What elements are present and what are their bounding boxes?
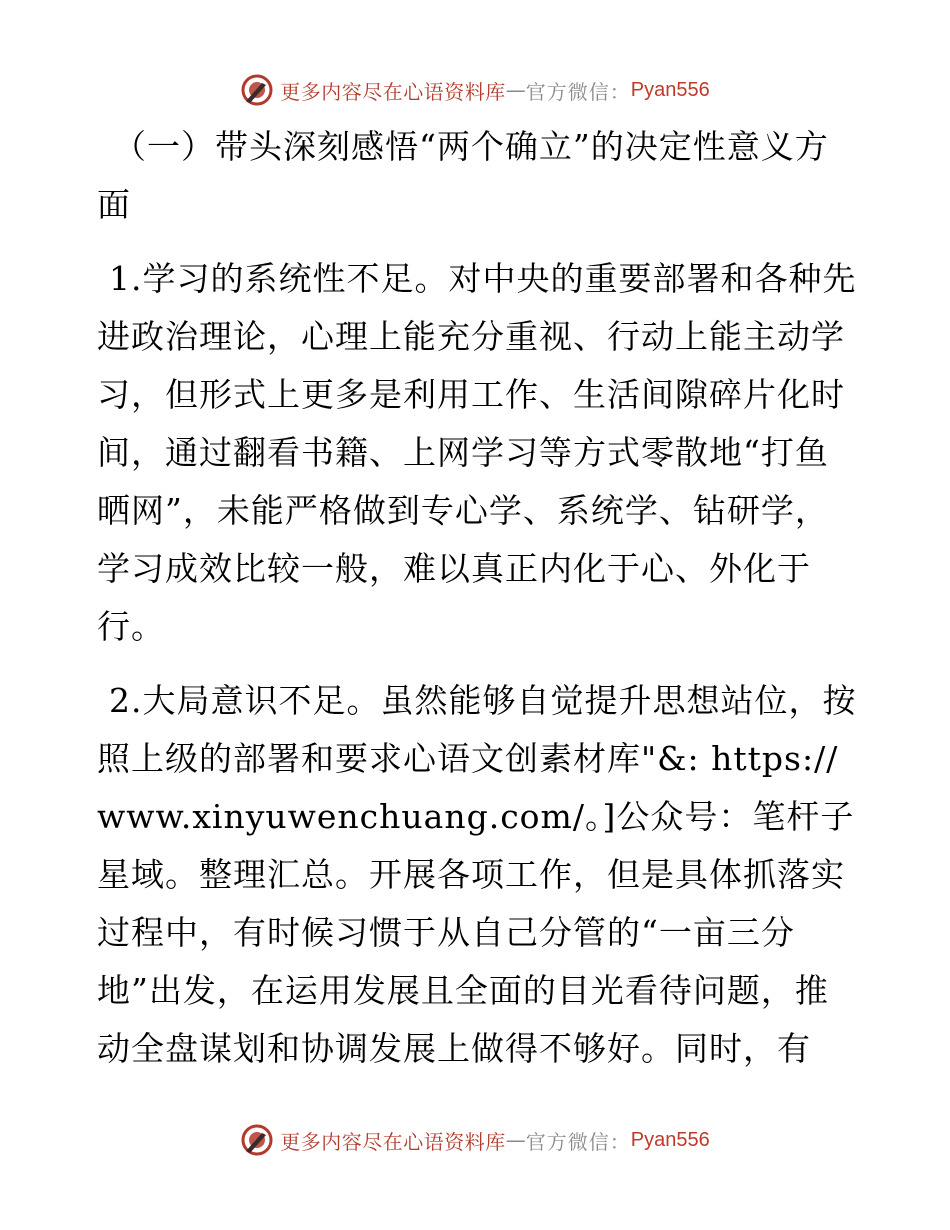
banner-wechat-label: 官方微信： <box>525 79 631 104</box>
pen-logo-icon <box>240 73 274 107</box>
footer-watermark-banner <box>0 1120 950 1160</box>
banner-separator: — <box>505 78 526 102</box>
section-heading: （一）带头深刻感悟“两个确立”的决定性意义方面 <box>97 127 829 224</box>
document-body <box>97 118 857 1078</box>
paragraph-1: 1.学习的系统性不足。对中央的重要部署和各种先进政治理论，心理上能充分重视、行动上能主动学习，但形式上更多是利用工作、生活间隙碎片化时间，通过翻看书籍、上网学习等方式零散地“打鱼晒网”，未能严格做到专心学、系统学、钻研学，学习成效比较一般，难以真正内化于心、外化于行。 <box>97 259 857 646</box>
banner-wechat-id: Pyan556 <box>630 78 710 101</box>
banner-text: 更多内容尽在心语资料库 <box>280 79 506 104</box>
paragraph-2: 2.大局意识不足。虽然能够自觉提升思想站位，按照上级的部署和要求心语文创素材库"&: https://www.xinyuwenchuang.com/。]公众号：笔杆子星域。整理汇总。开展各项工作，但是具体抓落实过程中，有时候习惯于从自己分管的“一亩三分地”出发，在运用发展且全面的目光看待问题，推动全盘谋划和协调发展上做得不够好。同时，有 <box>97 681 857 1068</box>
banner-wechat-label: 官方微信： <box>525 1129 631 1154</box>
banner-separator: — <box>505 1128 526 1152</box>
header-watermark-banner <box>0 70 950 110</box>
banner-text: 更多内容尽在心语资料库 <box>280 1129 506 1154</box>
banner-wechat-id: Pyan556 <box>630 1128 710 1151</box>
pen-logo-icon <box>240 1123 274 1157</box>
